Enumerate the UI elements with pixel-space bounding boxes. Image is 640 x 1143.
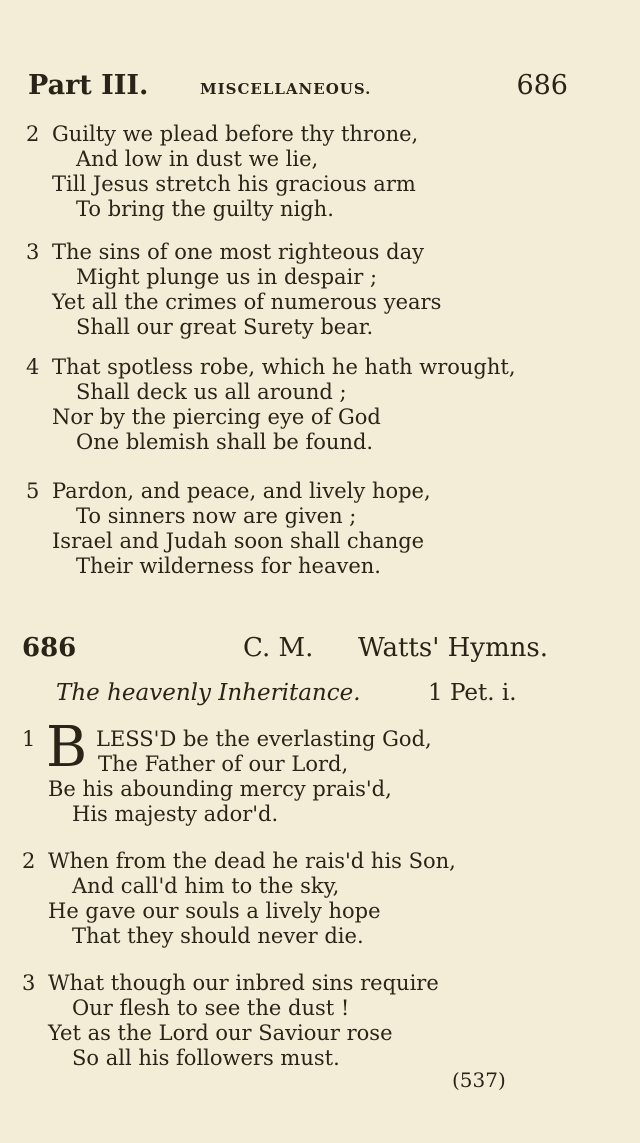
verse-line: Their wilderness for heaven.	[76, 554, 381, 578]
scripture-reference: 1 Pet. i.	[428, 680, 517, 706]
verse-line: Shall deck us all around ;	[76, 380, 347, 404]
header-hymn-number: 686	[516, 70, 568, 101]
verse-line: That spotless robe, which he hath wrought,	[52, 355, 516, 379]
hymn-number: 686	[22, 633, 77, 663]
verse-line: His majesty ador'd.	[72, 802, 279, 826]
verse-line: To sinners now are given ;	[76, 504, 357, 528]
hymn-title: The heavenly Inheritance.	[56, 680, 361, 706]
page-number: (537)	[452, 1068, 506, 1092]
verse-number: 2	[26, 122, 40, 146]
verse-line: What though our inbred sins require	[48, 971, 439, 995]
verse-number: 3	[22, 971, 36, 995]
verse-line: Be his abounding mercy prais'd,	[48, 777, 392, 801]
verse-line: Shall our great Surety bear.	[76, 315, 374, 339]
verse-line: LESS'D be the everlasting God,	[96, 727, 432, 751]
verse-line: To bring the guilty nigh.	[76, 197, 334, 221]
verse-line: And call'd him to the sky,	[72, 874, 340, 898]
verse-line: Nor by the piercing eye of God	[52, 405, 381, 429]
verse-number: 1	[22, 727, 36, 751]
verse-line: Yet as the Lord our Saviour rose	[48, 1021, 393, 1045]
page-header	[28, 70, 568, 110]
verse-line: That they should never die.	[72, 924, 364, 948]
verse-number: 3	[26, 240, 40, 264]
hymn-source: Watts' Hymns.	[358, 633, 548, 663]
section-label: MISCELLANEOUS.	[200, 80, 372, 98]
verse-line: Might plunge us in despair ;	[76, 265, 378, 289]
verse-number: 2	[22, 849, 36, 873]
hymn-meter: C. M.	[243, 633, 314, 663]
verse-line: One blemish shall be found.	[76, 430, 374, 454]
verse-line: Guilty we plead before thy throne,	[52, 122, 419, 146]
verse-line: So all his followers must.	[72, 1046, 340, 1070]
verse-line: Till Jesus stretch his gracious arm	[52, 172, 416, 196]
drop-cap: B	[46, 715, 88, 780]
verse-line: Yet all the crimes of numerous years	[52, 290, 442, 314]
hymn-heading	[22, 633, 572, 667]
verse-line: When from the dead he rais'd his Son,	[48, 849, 456, 873]
verse-line: Pardon, and peace, and lively hope,	[52, 479, 431, 503]
verse-line: And low in dust we lie,	[76, 147, 319, 171]
verse-number: 5	[26, 479, 40, 503]
verse-line: The sins of one most righteous day	[52, 240, 424, 264]
verse-number: 4	[26, 355, 40, 379]
part-label: Part III.	[28, 70, 149, 101]
verse-line: Israel and Judah soon shall change	[52, 529, 425, 553]
verse-line: He gave our souls a lively hope	[48, 899, 381, 923]
verse-line: Our flesh to see the dust !	[72, 996, 350, 1020]
verse-line: The Father of our Lord,	[98, 752, 349, 776]
